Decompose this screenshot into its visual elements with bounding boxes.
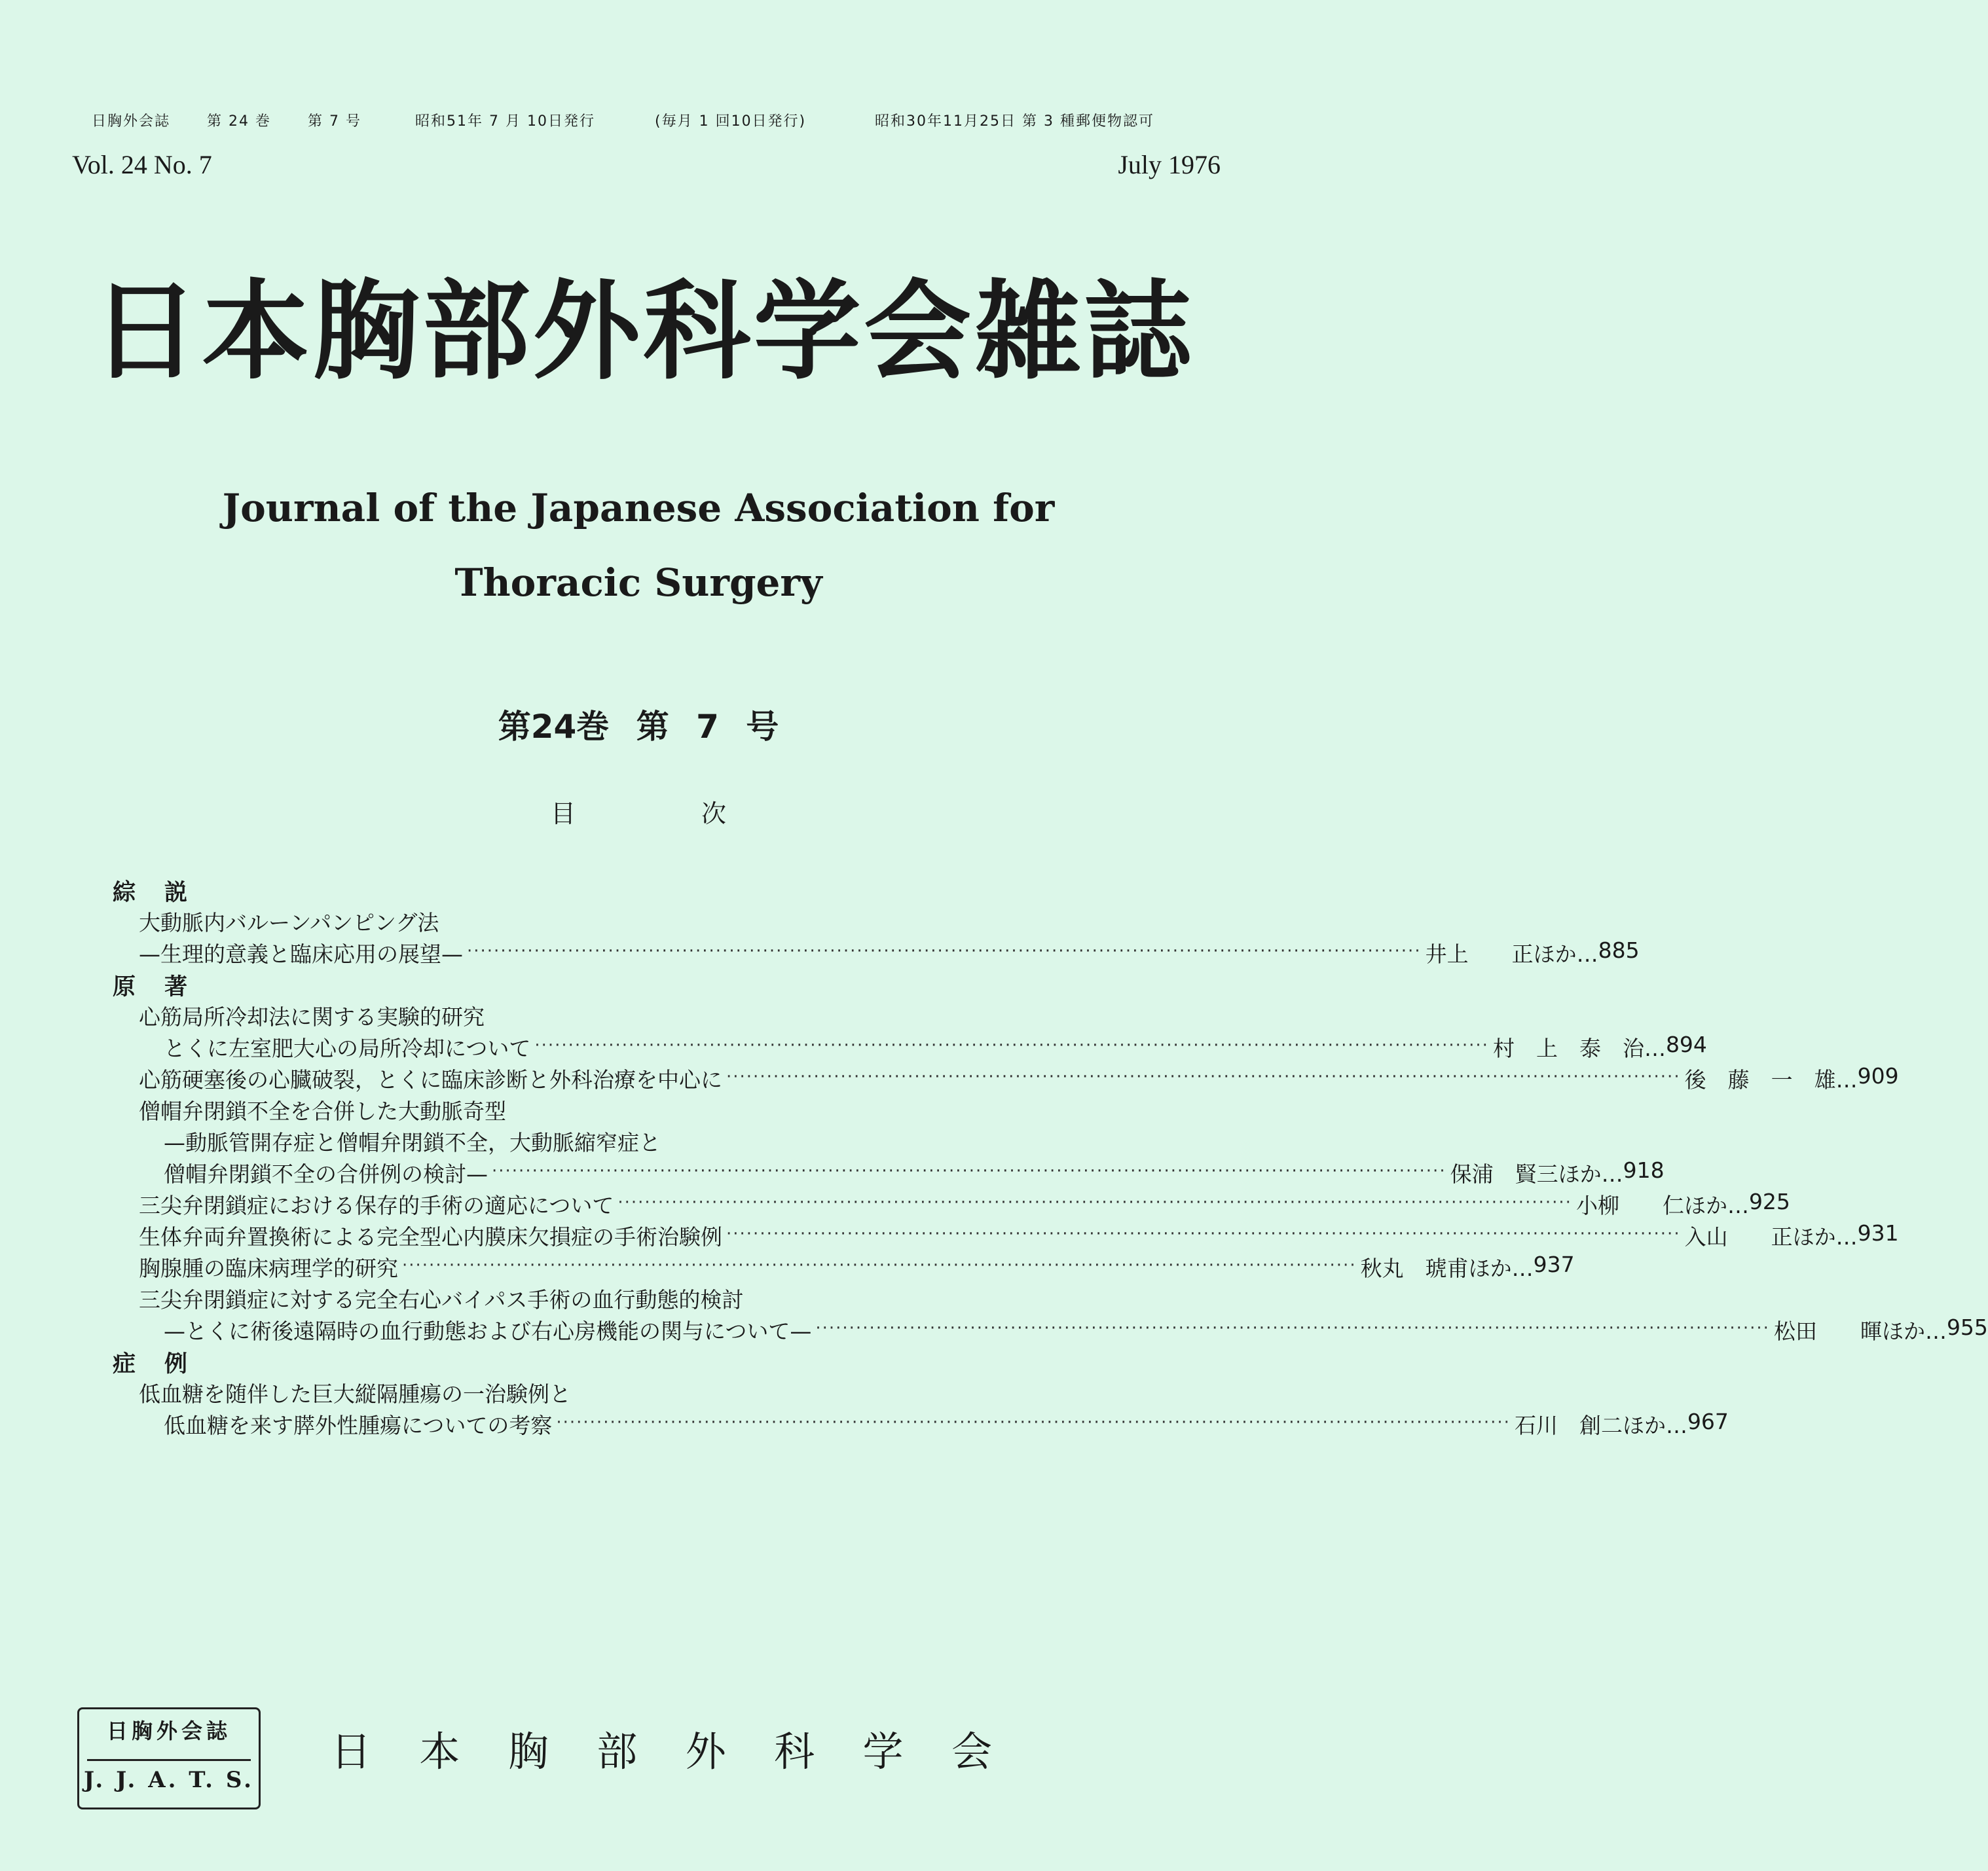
article-title: とくに左室肥大心の局所冷却について: [164, 1036, 531, 1061]
article-page: 931: [1857, 1220, 1899, 1246]
article-title: 生体弁両弁置換術による完全型心内膜床欠損症の手術治験例: [139, 1224, 722, 1250]
article-author: 小柳 仁ほか…: [1575, 1193, 1749, 1218]
title-char: 胸: [312, 269, 420, 394]
publisher-char: 部: [597, 1728, 638, 1775]
leader-dots: ··············································································································································: [492, 1161, 1446, 1181]
article-title: —動脈管開存症と僧帽弁閉鎖不全，大動脈縮窄症と: [164, 1130, 661, 1155]
toc-entry: [113, 1315, 1988, 1346]
japanese-title: [92, 270, 1192, 394]
article-title: 低血糖を来す膵外性腫瘍についての考察: [164, 1413, 553, 1438]
leader-dots: ··············································································································································: [726, 1224, 1681, 1244]
table-of-contents: [113, 875, 1988, 1440]
article-page: 885: [1598, 937, 1640, 963]
toc-entry: [113, 1409, 1729, 1440]
english-title-line-2: Thoracic Surgery: [454, 560, 822, 605]
article-author: 後 藤 一 雄…: [1684, 1067, 1858, 1093]
meta-journal-abbrev: 日胸外会誌: [92, 113, 171, 130]
article-title: 僧帽弁閉鎖不全を合併した大動脈奇型: [139, 1099, 506, 1124]
leader-dots: ··············································································································································: [617, 1193, 1572, 1212]
toc-entry: [113, 1063, 1899, 1095]
toc-entry: [113, 1157, 1665, 1189]
article-title: 三尖弁閉鎖症における保存的手術の適応について: [139, 1193, 614, 1218]
publisher-char: 胸: [507, 1728, 549, 1775]
title-char: 本: [202, 269, 310, 394]
title-char: 会: [864, 269, 972, 394]
article-author: 松田 暉ほか…: [1773, 1318, 1947, 1344]
article-page: 967: [1687, 1409, 1729, 1434]
leader-dots: ··············································································································································: [815, 1318, 1770, 1338]
publisher-char: 本: [419, 1728, 460, 1775]
title-char: 外: [532, 269, 640, 394]
article-author: 入山 正ほか…: [1684, 1224, 1858, 1250]
toc-entry: [113, 1220, 1899, 1252]
leader-dots: ··············································································································································: [402, 1256, 1357, 1275]
meta-postal-permit: 昭和30年11月25日 第 3 種郵便物認可: [875, 113, 1154, 130]
section-title: 原著: [113, 974, 217, 1000]
volume-number: Vol. 24 No. 7: [72, 150, 212, 179]
toc-section: [113, 1346, 1180, 1377]
meta-volume: 第 24 巻: [207, 113, 271, 130]
leader-dots: ··············································································································································: [467, 941, 1422, 961]
article-page: 955: [1946, 1315, 1988, 1340]
article-title: 大動脈内バルーンパンピング法: [139, 910, 439, 936]
leader-dots: ··············································································································································: [556, 1413, 1511, 1432]
leader-dots: ··············································································································································: [726, 1067, 1681, 1087]
title-char: 誌: [1084, 269, 1192, 394]
toc-entry: [113, 937, 1640, 969]
article-page: 909: [1857, 1063, 1899, 1089]
leader-dots: ··············································································································································: [534, 1036, 1489, 1055]
stamp-jp-abbrev: 日胸外会誌: [106, 1718, 231, 1743]
article-title: 心筋硬塞後の心臓破裂，とくに臨床診断と外科治療を中心に: [139, 1067, 722, 1093]
stamp-divider: [87, 1759, 251, 1761]
toc-entry: [113, 1189, 1790, 1220]
article-title: —生理的意義と臨床応用の展望—: [139, 941, 463, 967]
article-page: 937: [1533, 1252, 1575, 1277]
article-author: 井上 正ほか…: [1425, 941, 1598, 967]
publisher-char: 外: [685, 1728, 726, 1775]
article-title: —とくに術後遠隔時の血行動態および右心房機能の関与について—: [164, 1318, 812, 1344]
article-page: 918: [1623, 1157, 1665, 1183]
article-page: 925: [1748, 1189, 1790, 1214]
meta-issue-date: 昭和51年 7 月 10日発行: [415, 113, 595, 130]
journal-abbrev-stamp: [77, 1707, 261, 1809]
meta-number: 第 7 号: [308, 113, 361, 130]
article-author: 秋丸 琥甫ほか…: [1360, 1256, 1534, 1281]
article-title: 心筋局所冷却法に関する実験的研究: [139, 1004, 485, 1030]
article-title: 三尖弁閉鎖症に対する完全右心バイパス手術の血行動態的検討: [139, 1287, 744, 1313]
meta-frequency: (毎月 1 回10日発行): [655, 113, 807, 130]
toc-line: [113, 1095, 1180, 1126]
title-char: 部: [422, 269, 530, 394]
toc-entry: [113, 1032, 1707, 1063]
article-author: 石川 創二ほか…: [1514, 1413, 1687, 1438]
publisher-char: 日: [331, 1728, 372, 1775]
toc-line: [113, 1283, 1180, 1315]
article-page: 894: [1665, 1032, 1707, 1057]
toc-section: [113, 969, 1180, 1000]
toc-line: [113, 906, 1180, 937]
stamp-en-abbrev: J. J. A. T. S.: [83, 1767, 255, 1793]
section-title: 症例: [113, 1351, 217, 1377]
toc-heading: 目 次: [550, 799, 786, 828]
toc-entry: [113, 1252, 1575, 1283]
issue-label: 第24巻 第 7 号: [498, 708, 779, 746]
publisher-char: 会: [951, 1728, 992, 1775]
title-char: 科: [643, 269, 751, 394]
title-char: 雑: [974, 269, 1082, 394]
publisher-char: 科: [774, 1728, 815, 1775]
article-title: 僧帽弁閉鎖不全の合併例の検討—: [164, 1161, 488, 1187]
toc-line: [113, 1000, 1180, 1032]
publication-date: July 1976: [1118, 150, 1221, 179]
title-char: 学: [753, 269, 861, 394]
article-title: 低血糖を随伴した巨大縦隔腫瘍の一治験例と: [139, 1381, 571, 1407]
article-author: 村 上 泰 治…: [1492, 1036, 1666, 1061]
article-title: 胸腺腫の臨床病理学的研究: [139, 1256, 398, 1281]
publisher-name: [331, 1719, 992, 1777]
title-char: 日: [92, 269, 200, 394]
english-title-line-1: Journal of the Japanese Association for: [222, 486, 1055, 530]
toc-line: [113, 1377, 1180, 1409]
section-title: 綜説: [113, 880, 217, 906]
publisher-char: 学: [862, 1728, 904, 1775]
toc-line: [113, 1126, 1180, 1157]
article-author: 保浦 賢三ほか…: [1450, 1161, 1623, 1187]
toc-section: [113, 875, 1180, 906]
